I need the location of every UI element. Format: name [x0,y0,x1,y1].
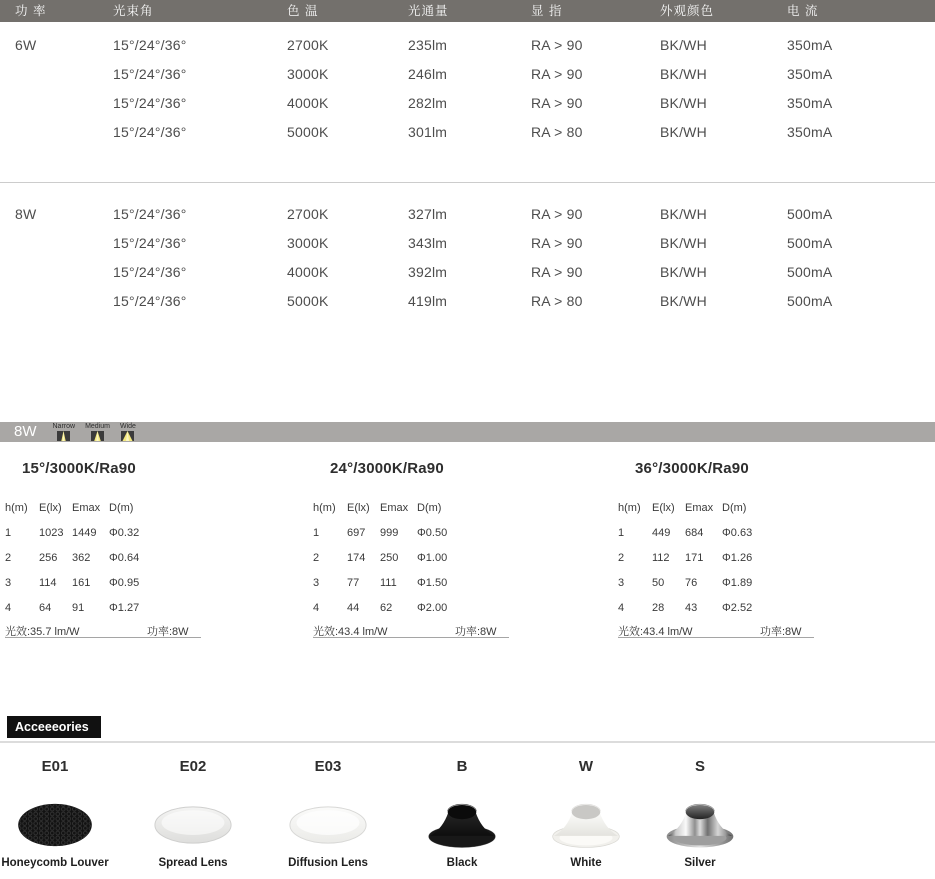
pt-header-cell: Emax [685,502,714,514]
beam-narrow [53,423,76,441]
photometric-table-body [313,521,523,621]
pt-data-cell: Φ1.89 [722,577,753,589]
accessory-reflector-silver [630,750,770,869]
pt-data-cell: 1 [5,527,12,539]
accessory-diffusion-lens [258,750,398,869]
accessory-label: Diffusion Lens [288,857,368,869]
power-cell [15,60,113,89]
power-cell [15,287,113,316]
power-cell [15,229,113,258]
photometric-table-head [618,496,828,521]
spec-value-cell: 301lm [408,124,448,140]
photometric-table-body [618,521,828,621]
spec-value-cell: 392lm [408,264,448,280]
photometric-bar [0,422,935,442]
power-cell [15,89,113,118]
spec-header-lumen: 光通量 [408,4,449,18]
spec-value-cell: 246lm [408,66,448,82]
pt-header-cell: h(m) [5,502,28,514]
medium-beam-icon [91,431,104,441]
spec-value-cell: RA > 90 [531,264,583,280]
spec-group-6w [0,31,935,147]
spec-table-row [0,89,935,118]
spec-table-row [0,200,935,229]
pt-header-cell: Emax [72,502,101,514]
pt-data-cell: Φ2.52 [722,602,753,614]
spec-value-cell: 15°/24°/36° [113,66,187,82]
pt-data-cell: 4 [313,602,320,614]
spec-value-cell: 282lm [408,95,448,111]
spec-value-cell: 5000K [287,293,329,309]
pt-data-cell: 2 [313,552,320,564]
pt-data-cell: 28 [652,602,665,614]
spec-table-row [0,60,935,89]
accessory-code: W [578,758,594,775]
accessory-code: E02 [179,758,207,775]
pt-data-cell: 62 [380,602,393,614]
spec-value-cell: RA > 80 [531,293,583,309]
accessory-label: Silver [684,857,716,869]
spec-value-cell: BK/WH [660,293,707,309]
spec-value-cell: 500mA [787,293,833,309]
pt-data-cell: 50 [652,577,665,589]
spec-value-cell: 500mA [787,235,833,251]
spec-value-cell: 15°/24°/36° [113,264,187,280]
power-cell: 8W [15,206,37,222]
pt-data-cell: 999 [380,527,399,539]
power-cell: 6W [15,37,37,53]
beam-medium [85,423,110,441]
accessory-label: White [570,857,602,869]
spec-table-row [0,287,935,316]
pt-data-cell: 171 [685,552,704,564]
pt-data-row [313,596,523,621]
pt-data-cell: 362 [72,552,91,564]
photometric-table-title: 24°/3000K/Ra90 [330,460,444,477]
spec-value-cell: 4000K [287,264,329,280]
pt-header-cell: E(lx) [652,502,675,514]
pt-header-cell: h(m) [618,502,641,514]
pt-header-cell: E(lx) [347,502,370,514]
spec-value-cell: BK/WH [660,37,707,53]
spec-value-cell: 15°/24°/36° [113,293,187,309]
accessory-label: Black [446,857,478,869]
spec-value-cell: BK/WH [660,124,707,140]
power-cell [15,258,113,287]
wide-beam-icon [121,431,134,441]
spec-value-cell: 2700K [287,37,329,53]
pt-data-row [618,521,828,546]
pt-data-cell: 2 [618,552,625,564]
spec-value-cell: 15°/24°/36° [113,37,187,53]
pt-data-cell: Φ0.50 [417,527,448,539]
accessories-divider [0,741,935,743]
spec-value-cell: 419lm [408,293,448,309]
efficacy-value: 光效:43.4 lm/W [618,626,693,638]
pt-data-cell: 44 [347,602,360,614]
spec-value-cell: 4000K [287,95,329,111]
accessory-reflector-black [392,750,532,869]
beam-wide [120,423,136,441]
spec-value-cell: RA > 90 [531,206,583,222]
pt-data-cell: Φ1.00 [417,552,448,564]
pt-data-cell: 684 [685,527,704,539]
pt-data-row [618,596,828,621]
photometric-table-footer [618,621,814,638]
spec-value-cell: BK/WH [660,206,707,222]
efficacy-value: 光效:43.4 lm/W [313,626,388,638]
spec-value-cell: 350mA [787,37,833,53]
pt-data-cell: Φ2.00 [417,602,448,614]
pt-data-cell: Φ1.50 [417,577,448,589]
pt-data-cell: 3 [5,577,12,589]
power-cell [15,118,113,147]
accessories-title: Acceeeories [7,716,101,738]
pt-data-cell: 1 [313,527,320,539]
pt-data-row [618,571,828,596]
photometric-table-title: 36°/3000K/Ra90 [635,460,749,477]
spec-value-cell: 2700K [287,206,329,222]
spec-table-row [0,229,935,258]
pt-data-cell: 1023 [39,527,64,539]
pt-data-cell: 3 [618,577,625,589]
accessory-honeycomb-louver [0,750,125,869]
spec-value-cell: 5000K [287,124,329,140]
pt-header-cell: Emax [380,502,409,514]
pt-header-cell: D(m) [109,502,134,514]
silver-reflector-image [630,802,770,848]
photometric-table-24deg [313,460,523,638]
pt-data-cell: 64 [39,602,52,614]
accessory-spread-lens [123,750,263,869]
photometric-table-15deg [5,460,215,638]
spec-header-finish: 外观颜色 [660,4,715,18]
pt-data-cell: 161 [72,577,91,589]
pt-data-cell: 77 [347,577,360,589]
spec-value-cell: 15°/24°/36° [113,206,187,222]
spread-lens-image [123,802,263,848]
pt-data-cell: 3 [313,577,320,589]
beam-medium-label: Medium [85,423,110,430]
photometric-table-footer [313,621,509,638]
pt-data-cell: 111 [380,577,397,589]
accessory-code: E01 [41,758,69,775]
spec-value-cell: 15°/24°/36° [113,124,187,140]
power-value: 功率:8W [455,626,497,638]
pt-data-row [5,596,215,621]
pt-data-cell: Φ1.26 [722,552,753,564]
diffusion-lens-image [258,802,398,848]
pt-data-cell: 4 [5,602,12,614]
pt-data-row [618,546,828,571]
spec-value-cell: 327lm [408,206,448,222]
pt-header-cell: h(m) [313,502,336,514]
pt-data-cell: 1 [618,527,625,539]
power-value: 功率:8W [760,626,802,638]
pt-data-row [5,521,215,546]
pt-data-row [5,571,215,596]
photometric-bar-power-label: 8W [14,423,37,440]
spec-value-cell: RA > 90 [531,66,583,82]
spec-value-cell: 15°/24°/36° [113,235,187,251]
pt-data-cell: Φ0.95 [109,577,140,589]
photometric-tables [0,450,935,650]
spec-value-cell: RA > 80 [531,124,583,140]
pt-header-cell: D(m) [722,502,747,514]
pt-data-row [313,571,523,596]
pt-data-cell: Φ0.32 [109,527,140,539]
spec-value-cell: BK/WH [660,95,707,111]
spec-table-header [0,0,935,22]
spec-value-cell: 350mA [787,124,833,140]
spec-table-row [0,258,935,287]
section-divider [0,182,935,183]
spec-value-cell: 350mA [787,95,833,111]
pt-data-cell: 250 [380,552,399,564]
pt-data-cell: 4 [618,602,625,614]
spec-header-beam-angle: 光束角 [113,4,154,18]
pt-data-cell: 256 [39,552,58,564]
spec-value-cell: 235lm [408,37,448,53]
spec-header-cct: 色 温 [287,4,319,18]
power-value: 功率:8W [147,626,189,638]
accessory-code: S [694,758,705,775]
pt-data-cell: Φ0.63 [722,527,753,539]
photometric-table-head [313,496,523,521]
pt-data-cell: Φ1.27 [109,602,140,614]
spec-value-cell: RA > 90 [531,235,583,251]
accessory-label: Spread Lens [158,857,228,869]
photometric-table-36deg [618,460,828,638]
accessories-items [0,750,935,875]
spec-table-row [0,118,935,147]
pt-data-row [5,546,215,571]
photometric-table-head [5,496,215,521]
black-reflector-image [392,802,532,848]
spec-group-8w [0,200,935,316]
pt-data-cell: 114 [39,577,57,589]
spec-value-cell: 500mA [787,264,833,280]
honeycomb-louver-image [0,802,125,848]
pt-data-cell: Φ0.64 [109,552,140,564]
spec-value-cell: BK/WH [660,66,707,82]
pt-header-cell: D(m) [417,502,442,514]
spec-header-cri: 显 指 [531,4,563,18]
pt-data-cell: 2 [5,552,12,564]
spec-value-cell: RA > 90 [531,95,583,111]
beam-icons-row [53,423,136,442]
efficacy-value: 光效:35.7 lm/W [5,626,80,638]
spec-value-cell: 15°/24°/36° [113,95,187,111]
narrow-beam-icon [57,431,70,441]
pt-data-cell: 112 [652,552,670,564]
accessory-code: E03 [314,758,342,775]
photometric-table-body [5,521,215,621]
beam-wide-label: Wide [119,423,136,430]
spec-table-row [0,31,935,60]
pt-data-cell: 449 [652,527,671,539]
spec-value-cell: RA > 90 [531,37,583,53]
spec-header-current: 电 流 [787,4,819,18]
spec-value-cell: 343lm [408,235,448,251]
pt-data-cell: 43 [685,602,698,614]
pt-data-cell: 76 [685,577,698,589]
pt-data-row [313,546,523,571]
photometric-table-footer [5,621,201,638]
photometric-table-title: 15°/3000K/Ra90 [22,460,136,477]
pt-header-cell: E(lx) [39,502,62,514]
spec-value-cell: 3000K [287,66,329,82]
accessory-code: B [456,758,468,775]
spec-value-cell: BK/WH [660,264,707,280]
spec-value-cell: 500mA [787,206,833,222]
spec-value-cell: 3000K [287,235,329,251]
accessory-label: Honeycomb Louver [1,857,109,869]
pt-data-cell: 697 [347,527,366,539]
pt-data-cell: 1449 [72,527,97,539]
pt-data-row [313,521,523,546]
spec-value-cell: 350mA [787,66,833,82]
pt-data-cell: 174 [347,552,366,564]
spec-value-cell: BK/WH [660,235,707,251]
pt-data-cell: 91 [72,602,85,614]
beam-narrow-label: Narrow [52,423,76,430]
spec-header-power: 功 率 [15,4,47,18]
